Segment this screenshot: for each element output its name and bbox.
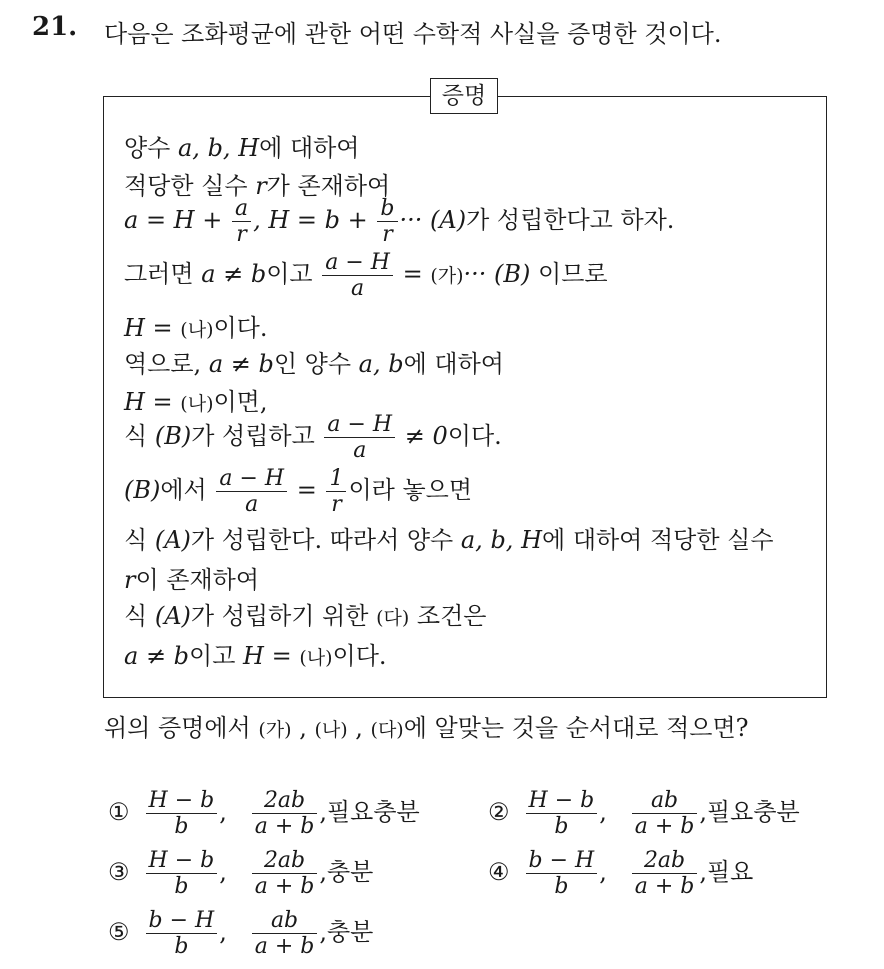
gap-ga: (가) bbox=[430, 265, 464, 287]
proof-line-3: a = H + $\frac{a}{r}$ , H = b + $\frac{b}{r}$ ··· (A)가 성립한다고 하자. bbox=[124, 196, 675, 247]
fraction-a-minus-h-over-a: $\frac{a - H}{a}$ bbox=[324, 412, 395, 463]
proof-line-2: 적당한 실수 r가 존재하여 bbox=[124, 172, 391, 200]
fraction-1-over-r: $\frac{1}{r}$ bbox=[326, 466, 346, 517]
fraction-a-minus-h-over-a: $\frac{a - H}{a}$ bbox=[322, 250, 393, 301]
proof-line-12: 식 (A)가 성립하기 위한 (다) 조건은 bbox=[124, 602, 487, 630]
fraction-a-minus-h-over-a: $\frac{a - H}{a}$ bbox=[216, 466, 287, 517]
proof-line-5: H = (나)이다. bbox=[124, 314, 268, 342]
proof-line-13: a ≠ b이고 H = (나)이다. bbox=[124, 642, 387, 670]
proof-line-10: 식 (A)가 성립한다. 따라서 양수 a, b, H에 대하여 적당한 실수 bbox=[124, 526, 774, 554]
choice-5[interactable]: ⑤ $\frac{b - H}{b}$ , $\frac{ab}{a + b}$ ,충분 bbox=[108, 908, 374, 959]
proof-line-1: 양수 a, b, H에 대하여 bbox=[124, 134, 360, 162]
gap-na: (나) bbox=[180, 393, 214, 415]
choice-4[interactable]: ④ $\frac{b - H}{b}$ , $\frac{2ab}{a + b}$ ,필요 bbox=[488, 848, 754, 899]
choice-1[interactable]: ① $\frac{H - b}{b}$ , $\frac{2ab}{a + b}$ ,필요충분 bbox=[108, 788, 420, 839]
answer-prompt: 위의 증명에서 (가) , (나) , (다)에 알맞는 것을 순서대로 적으면? bbox=[104, 714, 749, 742]
question-number: 21. bbox=[32, 12, 78, 42]
question-text: 다음은 조화평균에 관한 어떤 수학적 사실을 증명한 것이다. bbox=[104, 20, 722, 48]
proof-line-8: 식 (B)가 성립하고 $\frac{a - H}{a}$ ≠ 0이다. bbox=[124, 412, 502, 463]
gap-da: (다) bbox=[376, 607, 410, 629]
proof-line-11: r이 존재하여 bbox=[124, 566, 260, 594]
proof-line-7: H = (나)이면, bbox=[124, 388, 268, 416]
proof-line-4: 그러면 a ≠ b이고 $\frac{a - H}{a}$ = (가)··· (B) 이므로 bbox=[124, 250, 608, 301]
gap-na: (나) bbox=[299, 647, 333, 669]
proof-line-9: (B)에서 $\frac{a - H}{a}$ = $\frac{1}{r}$ 이라 놓으면 bbox=[124, 466, 473, 517]
gap-na: (나) bbox=[180, 319, 214, 341]
fraction-a-over-r: $\frac{a}{r}$ bbox=[232, 196, 251, 247]
proof-line-6: 역으로, a ≠ b인 양수 a, b에 대하여 bbox=[124, 350, 504, 378]
proof-title: 증명 bbox=[430, 78, 498, 114]
choice-2[interactable]: ② $\frac{H - b}{b}$ , $\frac{ab}{a + b}$ ,필요충분 bbox=[488, 788, 800, 839]
fraction-b-over-r: $\frac{b}{r}$ bbox=[377, 196, 397, 247]
choice-3[interactable]: ③ $\frac{H - b}{b}$ , $\frac{2ab}{a + b}$ ,충분 bbox=[108, 848, 374, 899]
